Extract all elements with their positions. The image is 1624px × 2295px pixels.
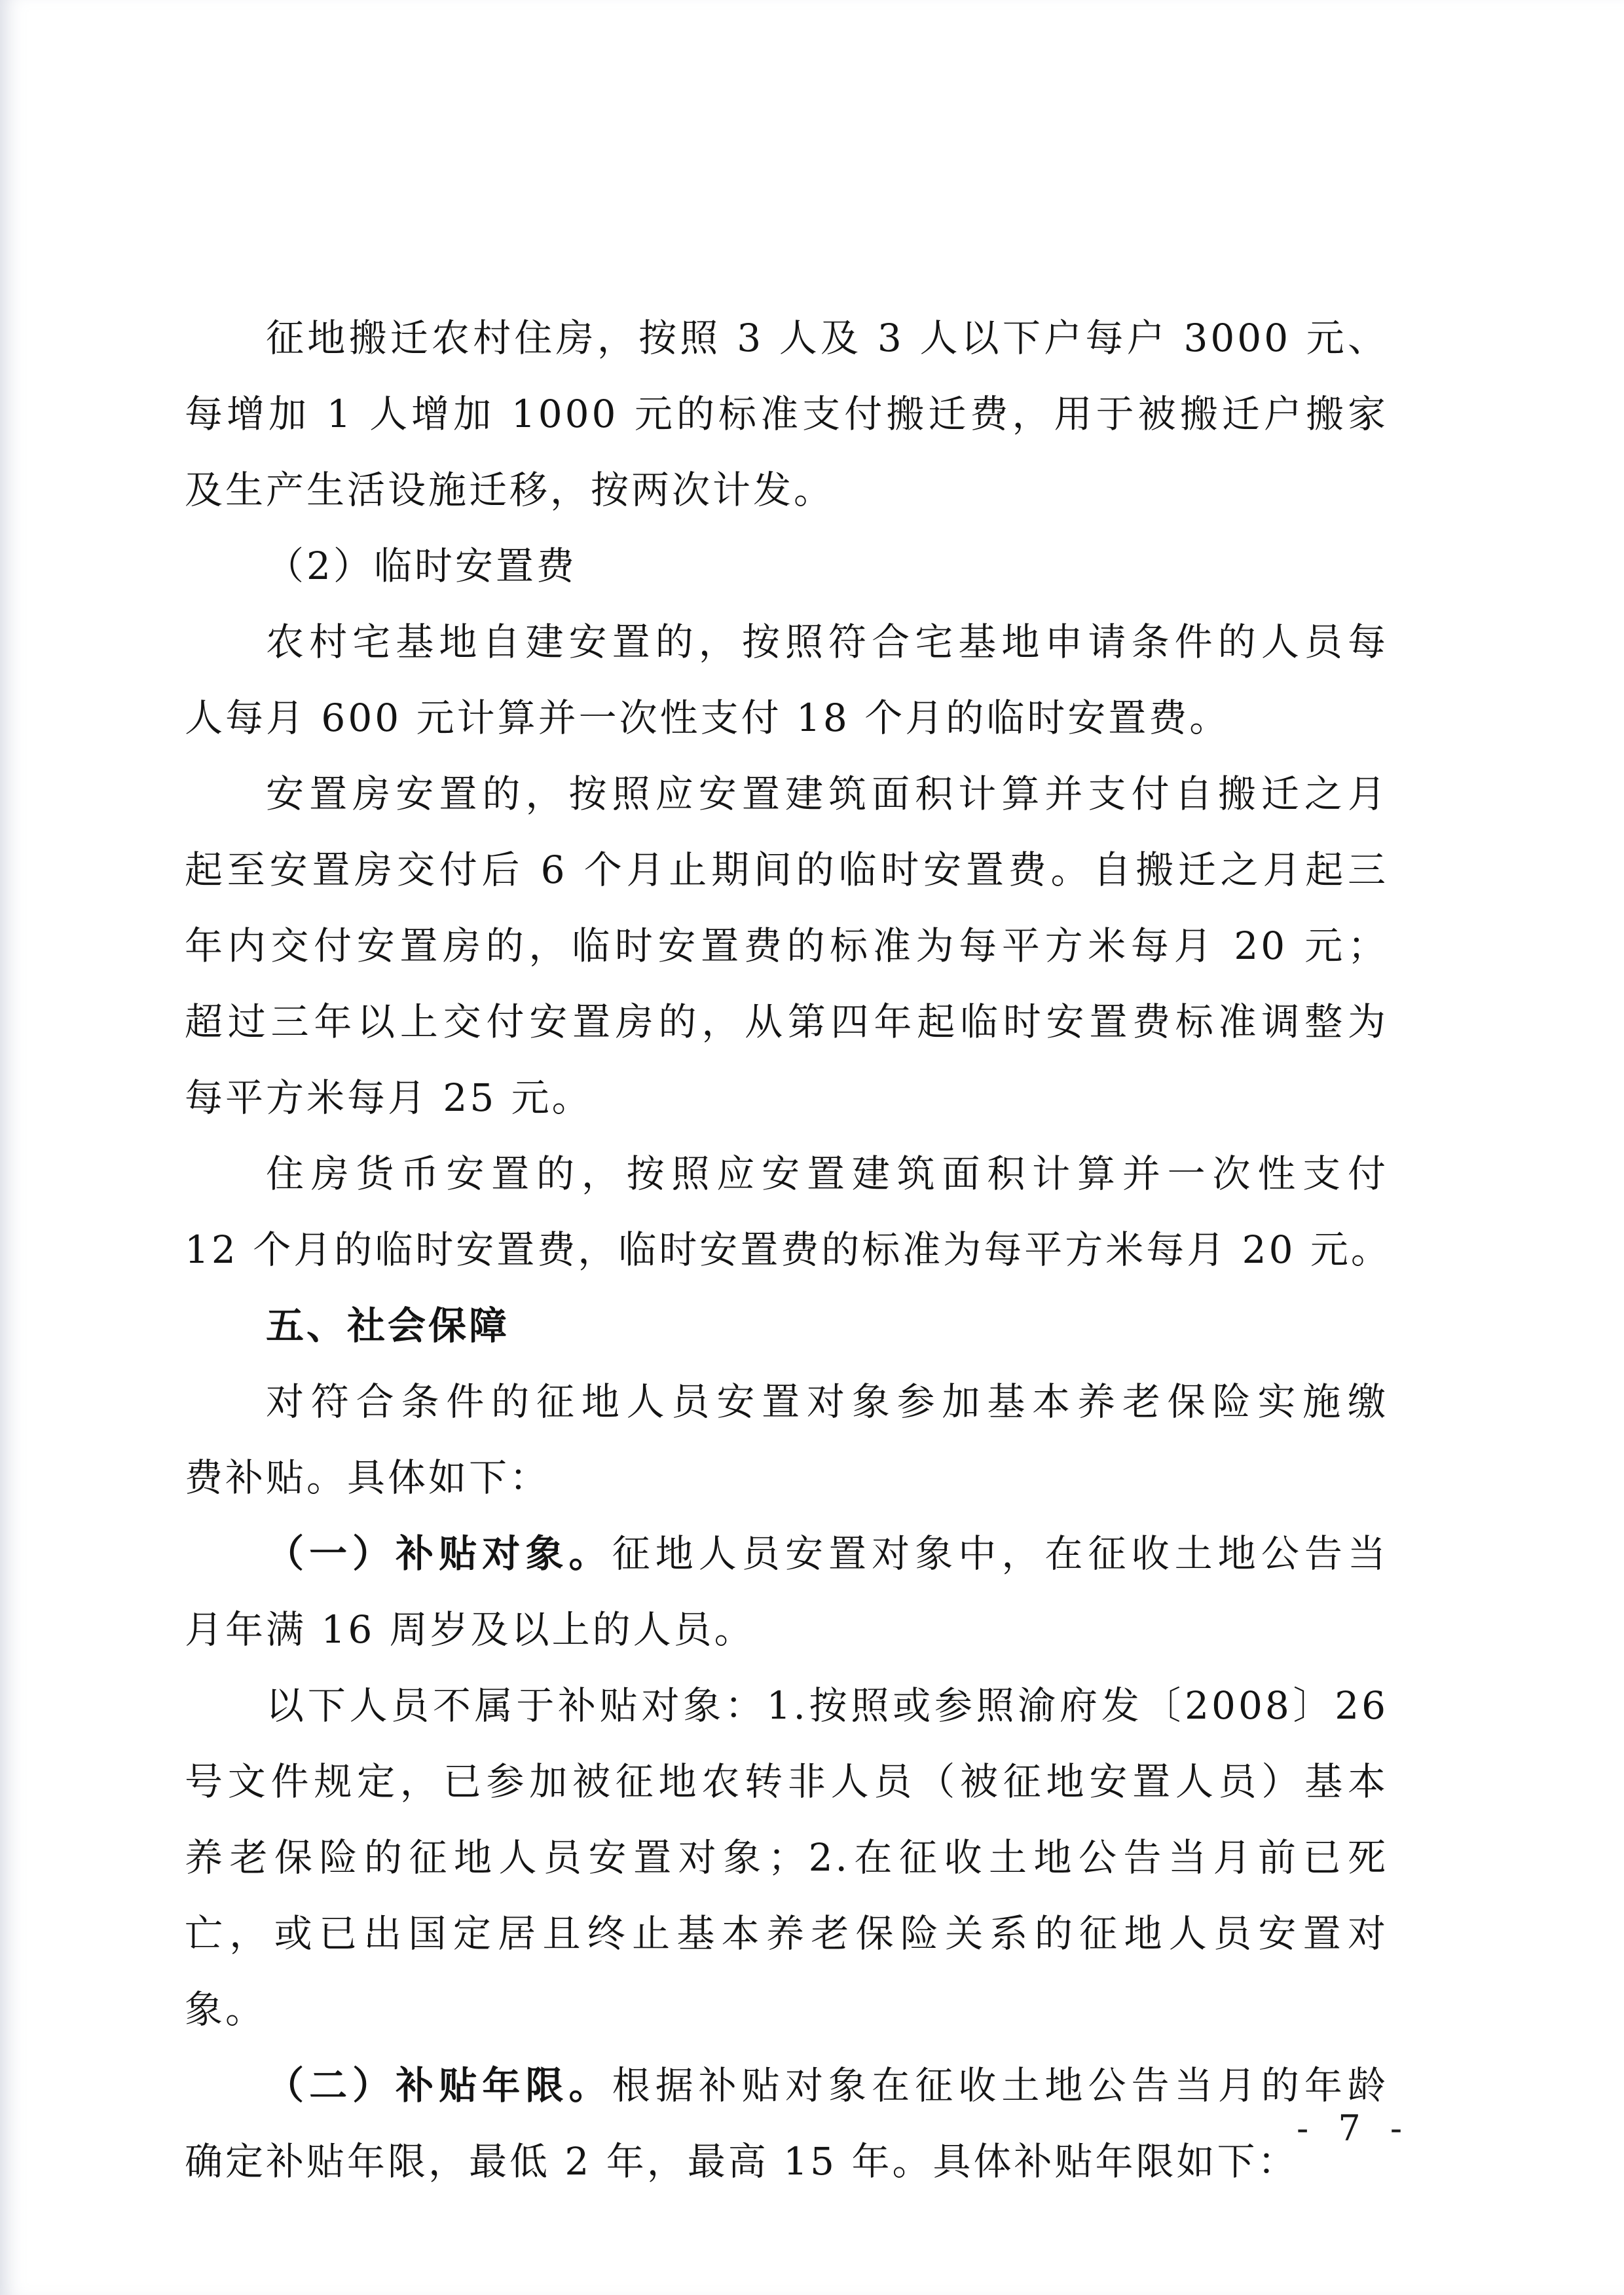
page-number: - 7 - <box>1297 2108 1412 2149</box>
section-subheading <box>185 528 1388 604</box>
paragraph-line <box>185 1895 1388 1971</box>
paragraph-line <box>185 1440 1388 1516</box>
paragraph-line <box>185 1668 1388 1744</box>
line-text: 根据补贴对象在征收土地公告当月的年龄 <box>612 2063 1388 2108</box>
paragraph-line <box>185 452 1388 528</box>
paragraph-line <box>185 756 1388 832</box>
paragraph-line <box>185 1136 1388 1212</box>
line-text: 农村宅基地自建安置的，按照符合宅基地申请条件的人员每 <box>266 620 1388 664</box>
paragraph-line <box>185 680 1388 756</box>
line-text: 征地搬迁农村住房，按照 3 人及 3 人以下户每户 3000 元、 <box>266 316 1388 360</box>
paragraph-line <box>185 984 1388 1060</box>
paragraph-line <box>185 832 1388 908</box>
line-text: 象。 <box>185 1987 267 2032</box>
line-text: 每平方米每月 25 元。 <box>185 1075 593 1120</box>
paragraph-line <box>185 1819 1388 1895</box>
heading-text: 五、社会保障 <box>266 1303 510 1348</box>
line-text: 安置房安置的，按照应安置建筑面积计算并支付自搬迁之月 <box>266 772 1388 816</box>
line-text: 号文件规定，已参加被征地农转非人员（被征地安置人员）基本 <box>185 1759 1388 1804</box>
paragraph-line <box>185 1971 1388 2047</box>
line-text: 以下人员不属于补贴对象：1.按照或参照渝府发〔2008〕26 <box>266 1683 1388 1728</box>
paragraph-line <box>185 908 1388 984</box>
line-text: 及生产生活设施迁移，按两次计发。 <box>185 468 835 512</box>
paragraph-line <box>185 2123 1388 2199</box>
paragraph-line <box>185 604 1388 680</box>
paragraph-line <box>185 2047 1388 2123</box>
section-heading <box>185 1288 1388 1364</box>
paragraph-line <box>185 1060 1388 1136</box>
line-text: 确定补贴年限，最低 2 年，最高 15 年。具体补贴年限如下： <box>185 2139 1299 2184</box>
line-text: 对符合条件的征地人员安置对象参加基本养老保险实施缴 <box>266 1379 1388 1424</box>
subheading-text: （2）临时安置费 <box>266 544 577 588</box>
line-text: 超过三年以上交付安置房的，从第四年起临时安置费标准调整为 <box>185 999 1388 1044</box>
line-text: 12 个月的临时安置费，临时安置费的标准为每平方米每月 20 元。 <box>185 1227 1392 1272</box>
paragraph-line <box>185 1212 1392 1288</box>
paragraph-line <box>185 1592 1388 1668</box>
line-text: 起至安置房交付后 6 个月止期间的临时安置费。自搬迁之月起三 <box>185 848 1388 892</box>
line-text: 月年满 16 周岁及以上的人员。 <box>185 1607 755 1652</box>
line-text: 年内交付安置房的，临时安置费的标准为每平方米每月 20 元； <box>185 924 1388 968</box>
line-text: 亡，或已出国定居且终止基本养老保险关系的征地人员安置对 <box>185 1911 1388 1956</box>
paragraph-line <box>185 1364 1388 1440</box>
line-text: 征地人员安置对象中，在征收土地公告当 <box>612 1531 1388 1576</box>
paragraph-line <box>185 300 1388 376</box>
line-text: 住房货币安置的，按照应安置建筑面积计算并一次性支付 <box>266 1151 1388 1196</box>
clause-lead: （二）补贴年限。 <box>266 2063 612 2108</box>
line-text: 每增加 1 人增加 1000 元的标准支付搬迁费，用于被搬迁户搬家 <box>185 392 1388 436</box>
paragraph-line <box>185 376 1388 452</box>
line-text: 养老保险的征地人员安置对象；2.在征收土地公告当月前已死 <box>185 1835 1388 1880</box>
paragraph-line <box>185 1516 1388 1592</box>
clause-lead: （一）补贴对象。 <box>266 1531 612 1576</box>
line-text: 费补贴。具体如下： <box>185 1455 551 1500</box>
line-text: 人每月 600 元计算并一次性支付 18 个月的临时安置费。 <box>185 696 1230 740</box>
paragraph-line <box>185 1744 1388 1819</box>
